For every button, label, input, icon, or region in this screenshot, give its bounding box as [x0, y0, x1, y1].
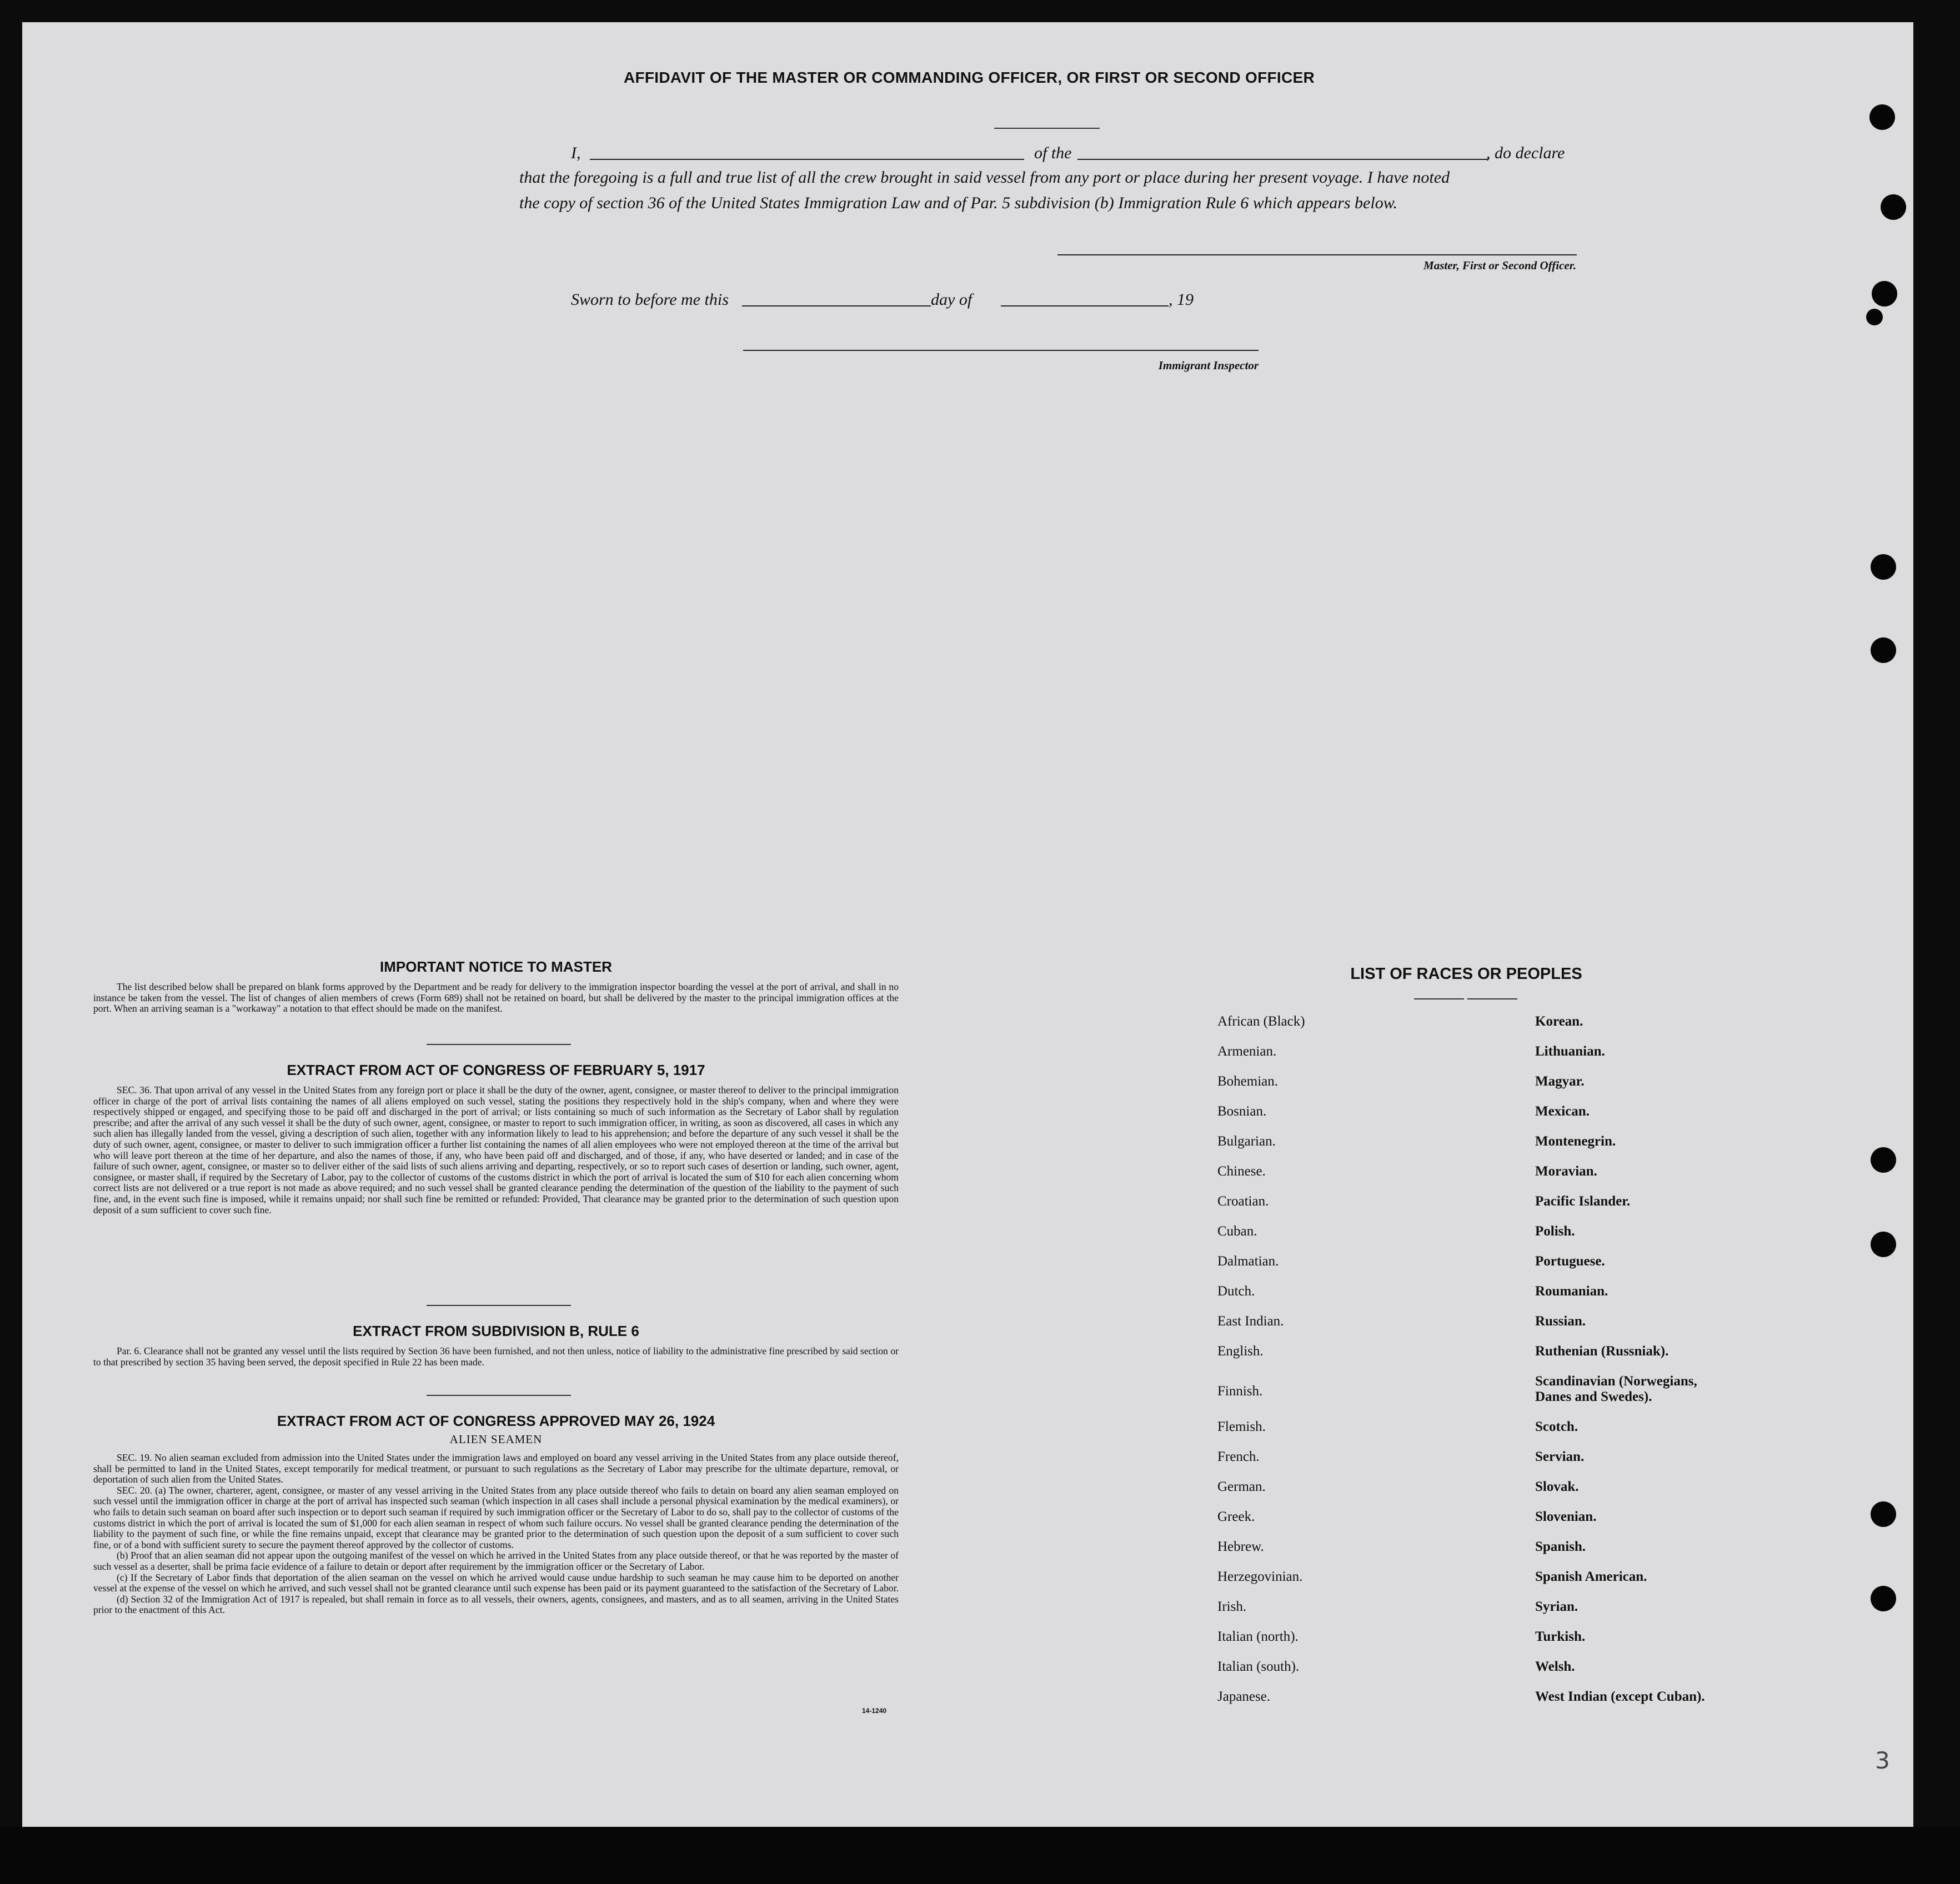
sworn-month-field[interactable] — [1001, 305, 1169, 307]
sec-20b-paragraph: (b) Proof that an alien seaman did not appear upon the outgoing manifest of the vessel on which he arrived in the United States from any place outside thereof, or that he was reported by the master of such vessel as a deserter, shall be prima facie evidence of a failure to detain or deport after requirement by the immigration officer or the Secretary of Labor. — [93, 1550, 899, 1572]
extract-1924-text — [93, 1453, 899, 1616]
race-entry: Slovenian. — [1535, 1509, 1597, 1524]
race-entry: Flemish. — [1217, 1419, 1266, 1434]
race-entry: Spanish American. — [1535, 1569, 1647, 1584]
extract-rule6-text: Par. 6. Clearance shall not be granted any vessel until the lists required by Section 36 have been furnished, and not then unless, notice of liability to the administrative fine prescribed by said section or to that prescribed by section 35 having been served, the deposit specified in Rule 22 has been made. — [93, 1345, 899, 1368]
race-entry: Chinese. — [1217, 1164, 1266, 1179]
notice-text: The list described below shall be prepared on blank forms approved by the Department and be ready for delivery to the immigration inspector boarding the vessel at the port of arrival, and shall in no instance be taken from the vessel. The list of changes of alien members of crews (Form 689) shall not be retained on board, but shall be delivered by the master to the principal immigration offices at the port. When an arriving seaman is a "workaway" a notation to that effect should be made on the manifest. — [93, 981, 899, 1014]
punch-hole — [1871, 1232, 1896, 1257]
race-entry: Dutch. — [1217, 1284, 1255, 1299]
declare-of-the-label: of the — [1034, 144, 1072, 162]
section-divider — [427, 1044, 571, 1045]
extract-1924-subtitle: ALIEN SEAMEN — [449, 1433, 543, 1446]
punch-hole — [1872, 281, 1897, 307]
race-entry: Mexican. — [1535, 1104, 1590, 1119]
race-entry: English. — [1217, 1344, 1264, 1359]
race-entry: Pacific Islander. — [1535, 1194, 1631, 1209]
punch-hole — [1871, 1147, 1896, 1173]
master-signature-field[interactable] — [1057, 254, 1577, 255]
vessel-name-field[interactable] — [1077, 159, 1488, 160]
sec-20c-paragraph: (c) If the Secretary of Labor finds that deportation of the alien seaman on the vessel on which he arrived would cause undue hardship to such seaman he may cause him to be deported on another vessel at the expense of the vessel on which he arrived, and such vessel shall not be granted clearance until such expense has been paid or its payment guaranteed to the satisfaction of the Secretary of Labor. — [93, 1571, 899, 1594]
race-entry: Roumanian. — [1535, 1284, 1608, 1299]
race-entry: Cuban. — [1217, 1224, 1257, 1239]
sworn-day-of-label: day of — [931, 290, 973, 309]
race-entry: Dalmatian. — [1217, 1254, 1279, 1269]
sworn-day-field[interactable] — [742, 305, 931, 307]
races-title: LIST OF RACES OR PEOPLES — [1350, 965, 1582, 983]
race-entry: Moravian. — [1535, 1164, 1597, 1179]
extract-1917-title: EXTRACT FROM ACT OF CONGRESS OF FEBRUARY 5, 1917 — [287, 1062, 705, 1078]
race-entry: Finnish. — [1217, 1384, 1263, 1399]
sec-20a-paragraph: SEC. 20. (a) The owner, charterer, agent, consignee, or master of any vessel arriving in the United States from any place outside thereof who fails to detain on board any alien seaman employed on such vessel until the immigration officer in charge at the port of arrival has inspected such seaman (which inspection in all cases shall include a personal physical examination by the medical examiners), or who fails to detain such seaman on board after such inspection or to deport such seaman if required by such immigration officer or the Secretary of Labor to do so, shall pay to the collector of customs of the customs district in which the port of arrival is located the sum of $1,000 for each alien seaman in respect of whom such failure occurs. No vessel shall be granted clearance pending the determination of the liability to the payment of such fine, or while the fine remains unpaid, except that clearance may be granted prior to the determination of such question upon the deposit of a sum sufficient to cover such fine, or of a bond with sufficient surety to secure the payment thereof approved by the collector of customs. — [93, 1484, 899, 1550]
race-entry: Spanish. — [1535, 1539, 1586, 1554]
notice-title: IMPORTANT NOTICE TO MASTER — [380, 958, 612, 975]
extract-1917-text: SEC. 36. That upon arrival of any vessel in the United States from any foreign port or place it shall be the duty of the owner, agent, consignee, or master thereof to deliver to the principal immigration officer in charge of the port of arrival lists containing the names of all aliens employed on such vessel, stating the positions they respectively hold in the ship's company, when and where they were respectively shipped or engaged, and specifying those to be paid off and discharged in the port of arrival; or lists containing so much of such information as the Secretary of Labor shall by regulation prescribe; and after the arrival of any such vessel it shall be the duty of such owner, agent, consignee, or master to report to such immigration officer, in writing, as soon as discovered, all cases in which any such alien has illegally landed from the vessel, giving a description of such alien, together with any information likely to lead to his apprehension; and before the departure of any such vessel it shall be the duty of such owner, agent, consignee, or master to deliver to such immigration officer a further list containing the names of all alien employees who were not employed thereon at the time of the arrival but who will leave port thereon at the time of her departure, and also the names of those, if any, who have been paid off and discharged, and of those, if any, who have deserted or landed; and in case of the failure of such owner, agent, consignee, or master so to deliver either of the said lists of such aliens arriving and departing, respectively, or so to report such cases of desertion or landing, such owner, agent, consignee, or master shall, if required by the Secretary of Labor, pay to the collector of customs of the customs district in which the port of arrival is located the sum of $10 for each alien concerning whom correct lists are not delivered or a true report is not made as above required; and no such vessel shall be granted clearance pending the determination of the question of the liability to the payment of such fine, and, in the event such fine is imposed, while it remains unpaid; nor shall such fine be remitted or refunded: Provided, That clearance may be granted prior to the determination of such question upon deposit of a sum sufficient to cover such fine. — [93, 1084, 899, 1215]
race-entry: Irish. — [1217, 1599, 1247, 1614]
race-entry: West Indian (except Cuban). — [1535, 1689, 1705, 1704]
race-entry: Scandinavian (Norwegians, Danes and Swedes). — [1535, 1374, 1697, 1404]
race-entry: Herzegovinian. — [1217, 1569, 1303, 1584]
punch-hole — [1869, 104, 1895, 130]
form-number: 14-1240 — [862, 1707, 887, 1715]
race-entry: Armenian. — [1217, 1044, 1277, 1059]
punch-hole — [1881, 194, 1906, 220]
master-signature-caption: Master, First or Second Officer. — [1423, 259, 1576, 272]
race-entry: Scotch. — [1535, 1419, 1578, 1434]
race-entry: Greek. — [1217, 1509, 1255, 1524]
inspector-caption: Immigrant Inspector — [1158, 359, 1259, 372]
race-entry: Croatian. — [1217, 1194, 1269, 1209]
race-entry: Hebrew. — [1217, 1539, 1264, 1554]
affidavit-title: AFFIDAVIT OF THE MASTER OR COMMANDING OFFICER, OR FIRST OR SECOND OFFICER — [623, 69, 1315, 86]
race-entry: Bulgarian. — [1217, 1134, 1276, 1149]
race-entry: African (Black) — [1217, 1014, 1305, 1029]
extract-1924-title: EXTRACT FROM ACT OF CONGRESS APPROVED MAY 26, 1924 — [277, 1413, 715, 1429]
race-entry: Ruthenian (Russniak). — [1535, 1344, 1669, 1359]
sworn-prefix: Sworn to before me this — [571, 290, 729, 309]
race-entry: Lithuanian. — [1535, 1044, 1605, 1059]
race-entry: Portuguese. — [1535, 1254, 1605, 1269]
race-entry: French. — [1217, 1449, 1260, 1464]
section-divider — [427, 1395, 571, 1396]
race-entry: Turkish. — [1535, 1629, 1586, 1644]
scan-border — [0, 1827, 1960, 1884]
sec-20d-paragraph: (d) Section 32 of the Immigration Act of 1917 is repealed, but shall remain in force as to all vessels, their owners, agents, consignees, and masters, and as to all seamen, arriving in the United States prior to the enactment of this Act. — [93, 1593, 899, 1616]
declaration-line-1: that the foregoing is a full and true list of all the crew brought in said vessel from any port or place during her present voyage. I have noted — [519, 168, 1450, 187]
sworn-year-label: , 19 — [1169, 290, 1194, 309]
race-entry: Servian. — [1535, 1449, 1585, 1464]
declare-i-label: I, — [571, 144, 581, 162]
section-divider — [427, 1305, 571, 1306]
race-entry: Syrian. — [1535, 1599, 1578, 1614]
race-entry: Korean. — [1535, 1014, 1583, 1029]
declarant-name-field[interactable] — [590, 159, 1024, 160]
punch-hole — [1866, 309, 1883, 325]
punch-hole — [1871, 1501, 1896, 1527]
race-entry: Montenegrin. — [1535, 1134, 1616, 1149]
title-rule — [1467, 998, 1517, 999]
declaration-line-2: the copy of section 36 of the United States Immigration Law and of Par. 5 subdivision (b) Immigration Rule 6 which appears below. — [519, 194, 1397, 212]
inspector-signature-field[interactable] — [743, 350, 1259, 351]
title-rule — [994, 128, 1100, 129]
race-entry: Russian. — [1535, 1314, 1586, 1329]
race-entry: Bohemian. — [1217, 1074, 1279, 1089]
race-entry: Slovak. — [1535, 1479, 1579, 1494]
race-entry: German. — [1217, 1479, 1266, 1494]
race-entry: Magyar. — [1535, 1074, 1585, 1089]
race-entry: Italian (north). — [1217, 1629, 1299, 1644]
punch-hole — [1871, 1586, 1896, 1611]
punch-hole — [1871, 637, 1896, 663]
race-entry: East Indian. — [1217, 1314, 1284, 1329]
page-number: 3 — [1875, 1747, 1890, 1774]
title-rule — [1414, 998, 1464, 999]
race-entry: Japanese. — [1217, 1689, 1271, 1704]
race-entry: Polish. — [1535, 1224, 1575, 1239]
race-entry: Bosnian. — [1217, 1104, 1267, 1119]
sec-19-paragraph: SEC. 19. No alien seaman excluded from admission into the United States under the immigration laws and employed on board any vessel arriving in the United States from any place outside thereof, shall be permitted to land in the United States, except temporarily for medical treatment, or pursuant to such regulations as the Secretary of Labor may prescribe for the ultimate departure, removal, or deportation of such alien from the United States. — [93, 1452, 899, 1485]
declare-do-declare-label: , do declare — [1486, 144, 1565, 162]
race-entry: Welsh. — [1535, 1659, 1575, 1674]
punch-hole — [1871, 554, 1896, 580]
race-entry: Italian (south). — [1217, 1659, 1300, 1674]
extract-rule6-title: EXTRACT FROM SUBDIVISION B, RULE 6 — [353, 1323, 639, 1339]
